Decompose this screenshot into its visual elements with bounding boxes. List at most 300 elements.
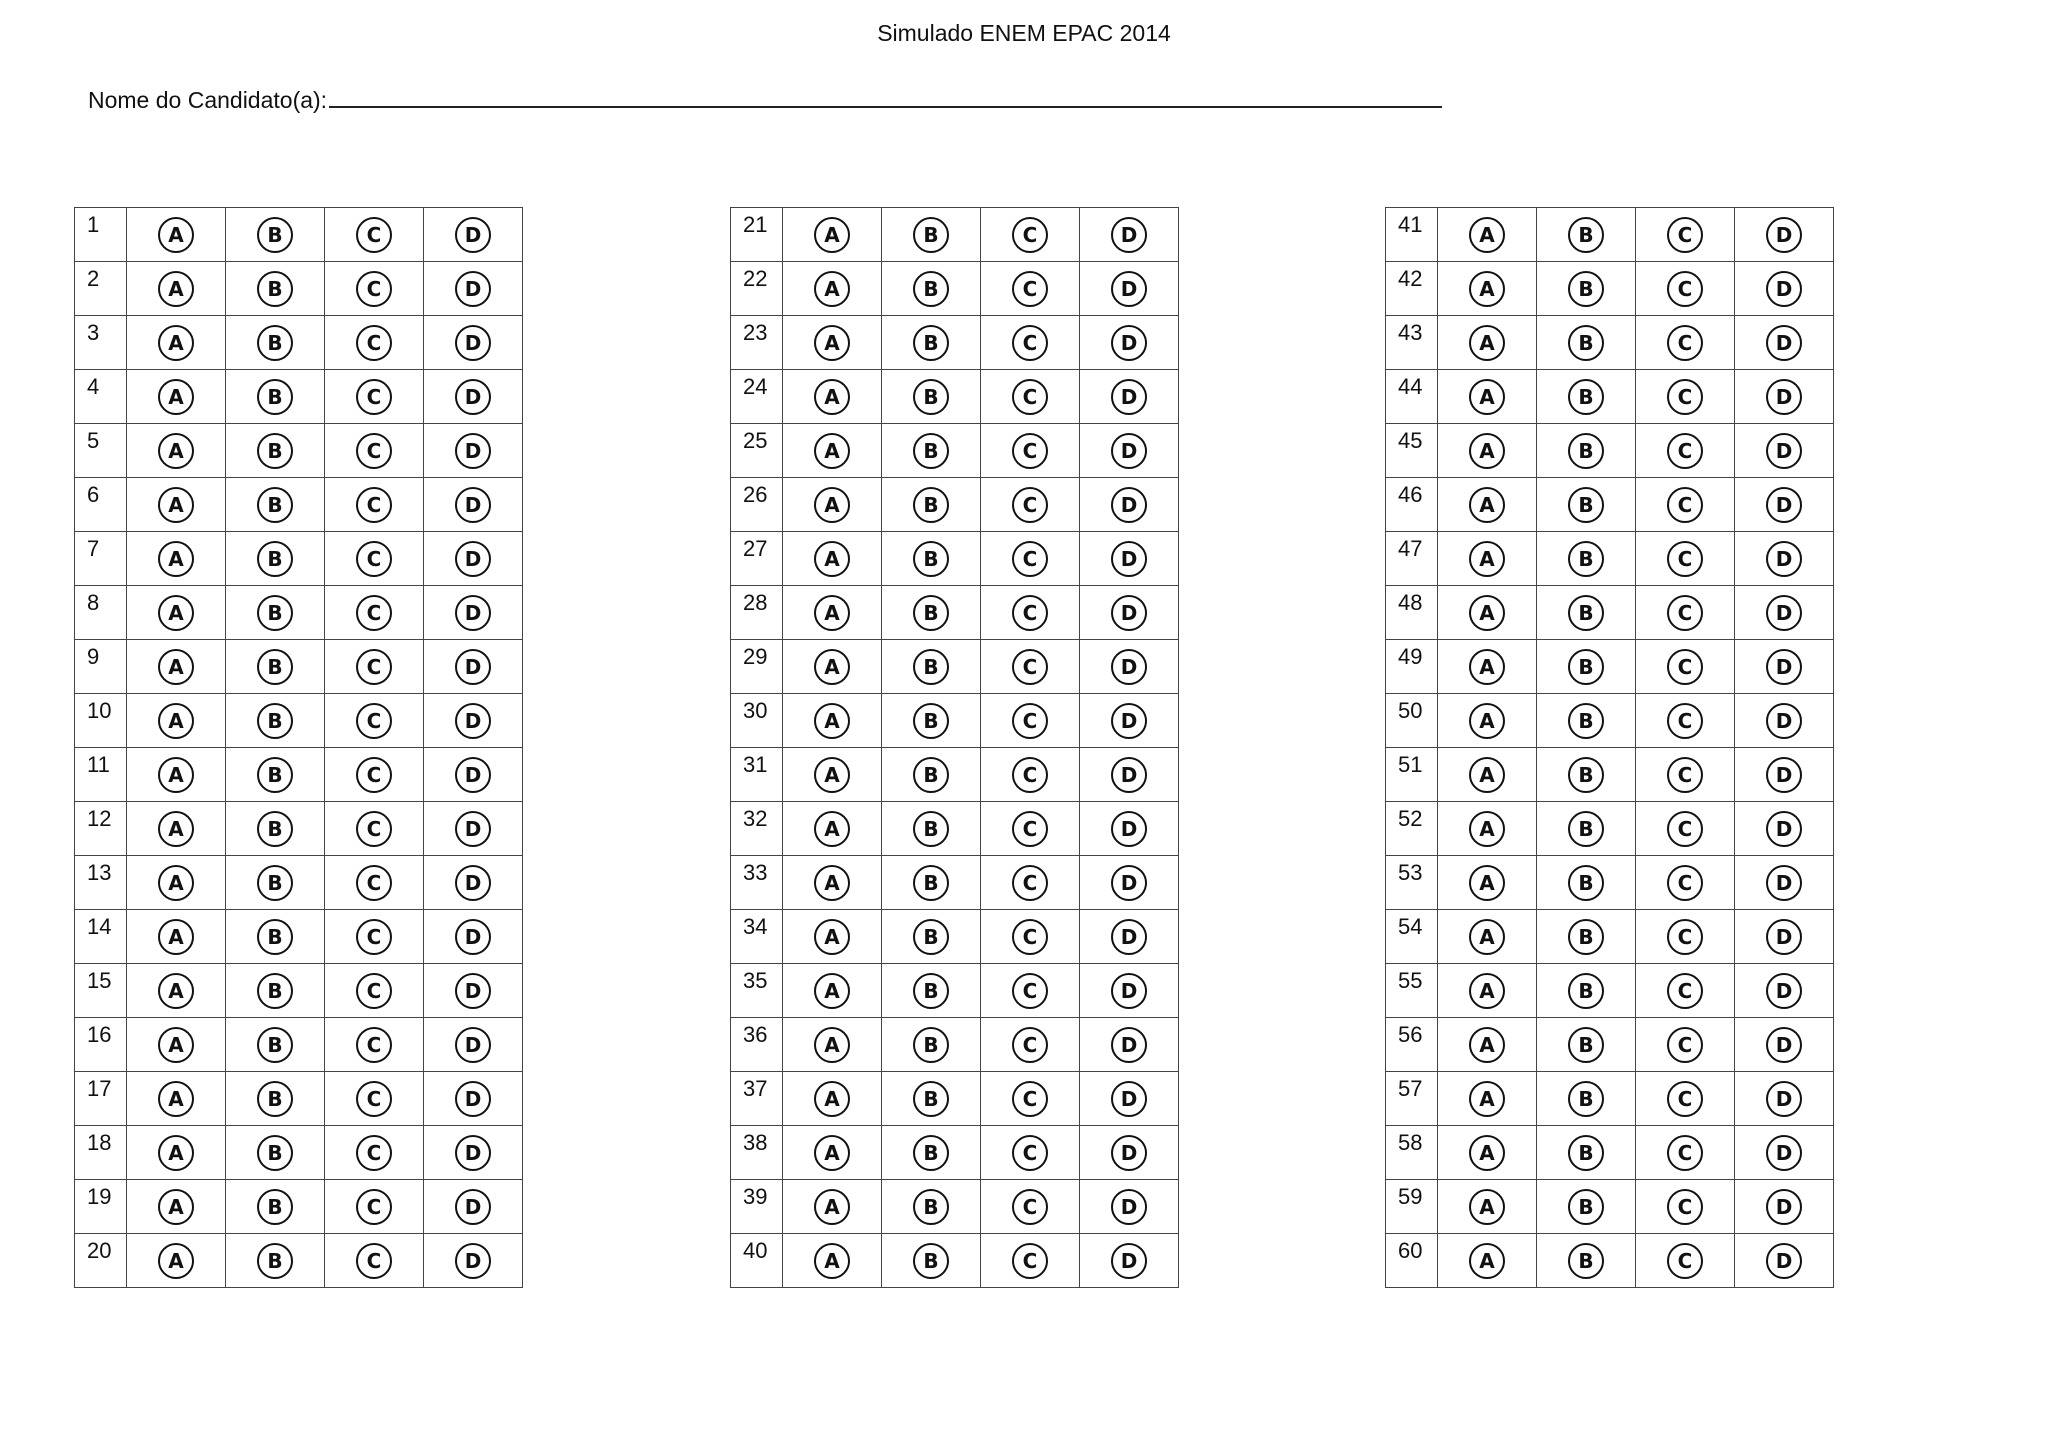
answer-bubble-b[interactable]: B [257, 433, 293, 469]
answer-bubble-a[interactable]: A [1469, 811, 1505, 847]
question-number: 49 [1386, 640, 1438, 694]
option-cell [1080, 586, 1179, 640]
answer-bubble-c[interactable]: C [1012, 1135, 1048, 1171]
answer-bubble-a[interactable]: A [1469, 757, 1505, 793]
answer-bubble-c[interactable]: C [1012, 217, 1048, 253]
option-cell [127, 370, 226, 424]
answer-bubble-a[interactable]: A [1469, 649, 1505, 685]
answer-bubble-c[interactable]: C [1012, 973, 1048, 1009]
answer-bubble-a[interactable]: A [158, 271, 194, 307]
answer-bubble-b[interactable]: B [1568, 649, 1604, 685]
answer-bubble-c[interactable]: C [1012, 757, 1048, 793]
answer-bubble-c[interactable]: C [1012, 379, 1048, 415]
answer-bubble-a[interactable]: A [158, 1081, 194, 1117]
answer-bubble-c[interactable]: C [1012, 433, 1048, 469]
answer-bubble-a[interactable]: A [1469, 217, 1505, 253]
answer-bubble-a[interactable]: A [158, 919, 194, 955]
answer-bubble-d[interactable]: D [1766, 595, 1802, 631]
answer-bubble-d[interactable]: D [1111, 1081, 1147, 1117]
answer-bubble-c[interactable]: C [356, 271, 392, 307]
question-row [1386, 1072, 1834, 1126]
answer-bubble-d[interactable]: D [1766, 1189, 1802, 1225]
answer-bubble-b[interactable]: B [913, 487, 949, 523]
answer-bubble-d[interactable]: D [455, 1027, 491, 1063]
answer-bubble-b[interactable]: B [913, 271, 949, 307]
answer-bubble-d[interactable]: D [1766, 973, 1802, 1009]
answer-bubble-d[interactable]: D [455, 757, 491, 793]
answer-bubble-a[interactable]: A [814, 1243, 850, 1279]
answer-bubble-d[interactable]: D [1766, 541, 1802, 577]
option-cell [424, 964, 523, 1018]
option-cell [882, 964, 981, 1018]
answer-bubble-a[interactable]: A [158, 217, 194, 253]
answer-bubble-d[interactable]: D [455, 919, 491, 955]
answer-bubble-d[interactable]: D [1766, 217, 1802, 253]
question-row [75, 1234, 523, 1288]
answer-bubble-b[interactable]: B [1568, 973, 1604, 1009]
answer-bubble-b[interactable]: B [1568, 595, 1604, 631]
answer-bubble-a[interactable]: A [158, 703, 194, 739]
answer-bubble-c[interactable]: C [356, 1027, 392, 1063]
answer-bubble-b[interactable]: B [913, 703, 949, 739]
question-row [75, 316, 523, 370]
answer-bubble-c[interactable]: C [1667, 217, 1703, 253]
answer-bubble-b[interactable]: B [257, 217, 293, 253]
option-cell [1636, 694, 1735, 748]
answer-bubble-d[interactable]: D [1111, 865, 1147, 901]
answer-bubble-b[interactable]: B [257, 649, 293, 685]
answer-bubble-d[interactable]: D [1111, 217, 1147, 253]
answer-bubble-a[interactable]: A [814, 1189, 850, 1225]
option-cell [1636, 424, 1735, 478]
question-number: 47 [1386, 532, 1438, 586]
answer-bubble-a[interactable]: A [814, 271, 850, 307]
answer-bubble-d[interactable]: D [455, 865, 491, 901]
answer-bubble-c[interactable]: C [1667, 1189, 1703, 1225]
answer-bubble-b[interactable]: B [257, 1027, 293, 1063]
option-cell [1735, 640, 1834, 694]
answer-bubble-b[interactable]: B [257, 973, 293, 1009]
answer-bubble-c[interactable]: C [356, 541, 392, 577]
answer-bubble-b[interactable]: B [913, 325, 949, 361]
answer-bubble-c[interactable]: C [356, 487, 392, 523]
answer-bubble-d[interactable]: D [1766, 649, 1802, 685]
answer-bubble-a[interactable]: A [814, 541, 850, 577]
option-cell [325, 370, 424, 424]
question-row [731, 694, 1179, 748]
answer-bubble-b[interactable]: B [1568, 919, 1604, 955]
question-number: 20 [75, 1234, 127, 1288]
answer-bubble-d[interactable]: D [455, 595, 491, 631]
answer-bubble-b[interactable]: B [913, 1189, 949, 1225]
option-cell [1636, 856, 1735, 910]
answer-bubble-b[interactable]: B [257, 541, 293, 577]
answer-bubble-d[interactable]: D [1766, 433, 1802, 469]
answer-bubble-c[interactable]: C [356, 433, 392, 469]
answer-bubble-d[interactable]: D [1766, 1081, 1802, 1117]
answer-bubble-c[interactable]: C [1012, 1189, 1048, 1225]
option-cell [981, 856, 1080, 910]
option-cell [226, 370, 325, 424]
option-cell [1537, 748, 1636, 802]
question-row [731, 316, 1179, 370]
answer-bubble-b[interactable]: B [1568, 811, 1604, 847]
answer-bubble-b[interactable]: B [913, 1243, 949, 1279]
answer-bubble-c[interactable]: C [1667, 433, 1703, 469]
answer-bubble-a[interactable]: A [158, 595, 194, 631]
answer-bubble-a[interactable]: A [1469, 379, 1505, 415]
answer-bubble-c[interactable]: C [1012, 1027, 1048, 1063]
answer-bubble-c[interactable]: C [356, 973, 392, 1009]
option-cell [325, 1072, 424, 1126]
answer-bubble-a[interactable]: A [814, 595, 850, 631]
answer-bubble-d[interactable]: D [1111, 595, 1147, 631]
answer-bubble-c[interactable]: C [356, 217, 392, 253]
answer-bubble-d[interactable]: D [1766, 811, 1802, 847]
answer-bubble-a[interactable]: A [814, 811, 850, 847]
answer-bubble-a[interactable]: A [814, 865, 850, 901]
answer-bubble-c[interactable]: C [1667, 271, 1703, 307]
answer-bubble-d[interactable]: D [455, 649, 491, 685]
answer-bubble-b[interactable]: B [913, 757, 949, 793]
answer-bubble-a[interactable]: A [814, 703, 850, 739]
answer-bubble-b[interactable]: B [1568, 1243, 1604, 1279]
option-cell [127, 424, 226, 478]
question-row [1386, 1234, 1834, 1288]
option-cell [1080, 370, 1179, 424]
answer-bubble-c[interactable]: C [1667, 541, 1703, 577]
answer-bubble-a[interactable]: A [814, 1135, 850, 1171]
answer-bubble-b[interactable]: B [1568, 541, 1604, 577]
answer-bubble-a[interactable]: A [158, 1243, 194, 1279]
answer-bubble-a[interactable]: A [158, 379, 194, 415]
answer-bubble-d[interactable]: D [1111, 271, 1147, 307]
option-cell [127, 262, 226, 316]
answer-bubble-b[interactable]: B [1568, 1027, 1604, 1063]
answer-bubble-c[interactable]: C [1012, 919, 1048, 955]
answer-bubble-d[interactable]: D [1111, 541, 1147, 577]
answer-bubble-a[interactable]: A [1469, 973, 1505, 1009]
answer-bubble-c[interactable]: C [1667, 919, 1703, 955]
answer-bubble-a[interactable]: A [814, 487, 850, 523]
answer-bubble-c[interactable]: C [1667, 973, 1703, 1009]
answer-bubble-b[interactable]: B [913, 1135, 949, 1171]
answer-bubble-a[interactable]: A [158, 1027, 194, 1063]
answer-bubble-a[interactable]: A [814, 217, 850, 253]
answer-bubble-b[interactable]: B [257, 595, 293, 631]
option-cell [1537, 802, 1636, 856]
answer-bubble-b[interactable]: B [1568, 757, 1604, 793]
answer-bubble-d[interactable]: D [1111, 487, 1147, 523]
answer-bubble-b[interactable]: B [1568, 1135, 1604, 1171]
answer-bubble-c[interactable]: C [1667, 649, 1703, 685]
answer-bubble-a[interactable]: A [158, 865, 194, 901]
answer-bubble-a[interactable]: A [158, 757, 194, 793]
question-row [75, 532, 523, 586]
answer-bubble-d[interactable]: D [1766, 1135, 1802, 1171]
answer-bubble-c[interactable]: C [1012, 649, 1048, 685]
answer-bubble-c[interactable]: C [1012, 271, 1048, 307]
answer-bubble-b[interactable]: B [1568, 433, 1604, 469]
answer-bubble-d[interactable]: D [455, 271, 491, 307]
answer-bubble-a[interactable]: A [1469, 325, 1505, 361]
answer-bubble-d[interactable]: D [1766, 703, 1802, 739]
answer-bubble-c[interactable]: C [1667, 1243, 1703, 1279]
answer-bubble-a[interactable]: A [814, 1027, 850, 1063]
answer-bubble-d[interactable]: D [1111, 1027, 1147, 1063]
answer-bubble-c[interactable]: C [1012, 1081, 1048, 1117]
answer-bubble-b[interactable]: B [913, 379, 949, 415]
option-cell [424, 478, 523, 532]
option-cell [1537, 694, 1636, 748]
answer-bubble-d[interactable]: D [1111, 1189, 1147, 1225]
answer-bubble-d[interactable]: D [455, 703, 491, 739]
option-cell [325, 208, 424, 262]
answer-bubble-a[interactable]: A [814, 757, 850, 793]
answer-bubble-b[interactable]: B [257, 1135, 293, 1171]
answer-bubble-c[interactable]: C [1012, 865, 1048, 901]
answer-bubble-c[interactable]: C [356, 1081, 392, 1117]
option-cell [1080, 424, 1179, 478]
answer-bubble-d[interactable]: D [1766, 1027, 1802, 1063]
answer-bubble-d[interactable]: D [1766, 325, 1802, 361]
answer-bubble-d[interactable]: D [455, 1243, 491, 1279]
answer-bubble-a[interactable]: A [1469, 541, 1505, 577]
answer-bubble-d[interactable]: D [1766, 379, 1802, 415]
answer-bubble-b[interactable]: B [257, 1081, 293, 1117]
answer-bubble-b[interactable]: B [913, 595, 949, 631]
answer-bubble-b[interactable]: B [913, 1027, 949, 1063]
option-cell [882, 586, 981, 640]
answer-bubble-a[interactable]: A [158, 433, 194, 469]
answer-bubble-a[interactable]: A [814, 919, 850, 955]
answer-bubble-b[interactable]: B [257, 487, 293, 523]
answer-bubble-b[interactable]: B [257, 865, 293, 901]
answer-bubble-c[interactable]: C [1012, 1243, 1048, 1279]
answer-bubble-c[interactable]: C [1012, 541, 1048, 577]
answer-bubble-b[interactable]: B [257, 1243, 293, 1279]
option-cell [981, 424, 1080, 478]
answer-bubble-c[interactable]: C [1012, 811, 1048, 847]
answer-bubble-b[interactable]: B [257, 271, 293, 307]
answer-bubble-b[interactable]: B [913, 649, 949, 685]
answer-bubble-b[interactable]: B [1568, 271, 1604, 307]
answer-bubble-c[interactable]: C [1667, 1135, 1703, 1171]
answer-bubble-c[interactable]: C [1012, 703, 1048, 739]
answer-bubble-d[interactable]: D [1111, 811, 1147, 847]
answer-bubble-b[interactable]: B [1568, 1189, 1604, 1225]
answer-bubble-c[interactable]: C [356, 1243, 392, 1279]
answer-bubble-b[interactable]: B [1568, 865, 1604, 901]
answer-bubble-a[interactable]: A [814, 1081, 850, 1117]
answer-bubble-c[interactable]: C [356, 757, 392, 793]
question-row [731, 1072, 1179, 1126]
answer-bubble-d[interactable]: D [1766, 271, 1802, 307]
answer-bubble-c[interactable]: C [1667, 325, 1703, 361]
candidate-name-line [88, 84, 1442, 114]
answer-bubble-c[interactable]: C [356, 595, 392, 631]
answer-bubble-a[interactable]: A [158, 649, 194, 685]
option-cell [1080, 748, 1179, 802]
answer-bubble-b[interactable]: B [913, 1081, 949, 1117]
answer-bubble-a[interactable]: A [1469, 271, 1505, 307]
answer-bubble-b[interactable]: B [1568, 487, 1604, 523]
answer-bubble-b[interactable]: B [913, 973, 949, 1009]
question-row [731, 640, 1179, 694]
answer-bubble-c[interactable]: C [356, 1135, 392, 1171]
option-cell [1438, 1126, 1537, 1180]
answer-bubble-a[interactable]: A [814, 433, 850, 469]
answer-bubble-c[interactable]: C [1667, 487, 1703, 523]
answer-bubble-a[interactable]: A [814, 325, 850, 361]
answer-bubble-a[interactable]: A [1469, 1135, 1505, 1171]
answer-bubble-a[interactable]: A [814, 973, 850, 1009]
option-cell [424, 208, 523, 262]
answer-bubble-c[interactable]: C [1667, 379, 1703, 415]
answer-bubble-c[interactable]: C [356, 325, 392, 361]
answer-bubble-b[interactable]: B [257, 757, 293, 793]
answer-bubble-a[interactable]: A [158, 1135, 194, 1171]
option-cell [226, 856, 325, 910]
answer-bubble-a[interactable]: A [1469, 433, 1505, 469]
option-cell [1080, 1234, 1179, 1288]
option-cell [1537, 370, 1636, 424]
answer-bubble-a[interactable]: A [158, 325, 194, 361]
answer-bubble-c[interactable]: C [1667, 811, 1703, 847]
answer-bubble-b[interactable]: B [1568, 379, 1604, 415]
answer-bubble-a[interactable]: A [1469, 865, 1505, 901]
question-number: 21 [731, 208, 783, 262]
question-row [1386, 910, 1834, 964]
answer-bubble-d[interactable]: D [455, 541, 491, 577]
answer-bubble-a[interactable]: A [1469, 919, 1505, 955]
answer-bubble-c[interactable]: C [356, 811, 392, 847]
answer-bubble-d[interactable]: D [1111, 433, 1147, 469]
answer-bubble-a[interactable]: A [1469, 703, 1505, 739]
answer-bubble-d[interactable]: D [455, 1081, 491, 1117]
answer-bubble-c[interactable]: C [356, 649, 392, 685]
answer-bubble-b[interactable]: B [913, 217, 949, 253]
answer-bubble-c[interactable]: C [356, 379, 392, 415]
answer-bubble-a[interactable]: A [814, 649, 850, 685]
answer-bubble-b[interactable]: B [257, 703, 293, 739]
answer-bubble-c[interactable]: C [1667, 595, 1703, 631]
answer-bubble-c[interactable]: C [1667, 865, 1703, 901]
answer-bubble-b[interactable]: B [1568, 325, 1604, 361]
answer-bubble-c[interactable]: C [356, 703, 392, 739]
answer-bubble-c[interactable]: C [1012, 325, 1048, 361]
answer-bubble-b[interactable]: B [257, 919, 293, 955]
answer-bubble-d[interactable]: D [1111, 649, 1147, 685]
answer-bubble-c[interactable]: C [356, 865, 392, 901]
answer-bubble-d[interactable]: D [1766, 919, 1802, 955]
answer-bubble-a[interactable]: A [158, 811, 194, 847]
answer-bubble-d[interactable]: D [1766, 1243, 1802, 1279]
answer-bubble-b[interactable]: B [257, 1189, 293, 1225]
answer-bubble-d[interactable]: D [455, 487, 491, 523]
answer-bubble-d[interactable]: D [455, 973, 491, 1009]
answer-bubble-a[interactable]: A [1469, 1027, 1505, 1063]
answer-bubble-d[interactable]: D [1111, 703, 1147, 739]
candidate-name-field[interactable] [329, 84, 1442, 108]
answer-bubble-d[interactable]: D [1111, 757, 1147, 793]
answer-bubble-b[interactable]: B [1568, 703, 1604, 739]
answer-bubble-d[interactable]: D [455, 325, 491, 361]
answer-bubble-b[interactable]: B [913, 919, 949, 955]
answer-bubble-c[interactable]: C [1667, 703, 1703, 739]
answer-bubble-a[interactable]: A [814, 379, 850, 415]
option-cell [1636, 640, 1735, 694]
answer-bubble-b[interactable]: B [913, 541, 949, 577]
option-cell [981, 640, 1080, 694]
answer-bubble-b[interactable]: B [913, 865, 949, 901]
answer-bubble-c[interactable]: C [356, 919, 392, 955]
answer-bubble-b[interactable]: B [913, 811, 949, 847]
answer-bubble-d[interactable]: D [1111, 1243, 1147, 1279]
answer-bubble-d[interactable]: D [1111, 973, 1147, 1009]
option-cell [1636, 262, 1735, 316]
question-row [731, 370, 1179, 424]
answer-bubble-a[interactable]: A [1469, 1243, 1505, 1279]
answer-bubble-b[interactable]: B [257, 811, 293, 847]
option-cell [1438, 478, 1537, 532]
answer-bubble-d[interactable]: D [1111, 1135, 1147, 1171]
question-number: 25 [731, 424, 783, 478]
answer-bubble-d[interactable]: D [455, 811, 491, 847]
answer-bubble-d[interactable]: D [455, 1189, 491, 1225]
answer-bubble-a[interactable]: A [158, 1189, 194, 1225]
answer-bubble-d[interactable]: D [455, 379, 491, 415]
answer-bubble-a[interactable]: A [158, 541, 194, 577]
answer-bubble-c[interactable]: C [1012, 595, 1048, 631]
answer-bubble-a[interactable]: A [158, 487, 194, 523]
answer-bubble-a[interactable]: A [158, 973, 194, 1009]
answer-bubble-d[interactable]: D [455, 217, 491, 253]
question-row [75, 586, 523, 640]
answer-bubble-d[interactable]: D [1766, 487, 1802, 523]
answer-bubble-b[interactable]: B [257, 379, 293, 415]
answer-bubble-c[interactable]: C [1667, 1027, 1703, 1063]
answer-bubble-b[interactable]: B [913, 433, 949, 469]
option-cell [424, 532, 523, 586]
answer-bubble-c[interactable]: C [1667, 757, 1703, 793]
answer-bubble-d[interactable]: D [1766, 865, 1802, 901]
answer-bubble-c[interactable]: C [356, 1189, 392, 1225]
question-row [1386, 1126, 1834, 1180]
option-cell [882, 1234, 981, 1288]
answer-bubble-a[interactable]: A [1469, 595, 1505, 631]
question-row [1386, 856, 1834, 910]
option-cell [226, 262, 325, 316]
answer-bubble-a[interactable]: A [1469, 487, 1505, 523]
answer-bubble-d[interactable]: D [1111, 325, 1147, 361]
option-cell [226, 1234, 325, 1288]
answer-bubble-b[interactable]: B [1568, 217, 1604, 253]
answer-bubble-d[interactable]: D [1111, 919, 1147, 955]
answer-bubble-a[interactable]: A [1469, 1081, 1505, 1117]
answer-bubble-c[interactable]: C [1667, 1081, 1703, 1117]
answer-bubble-b[interactable]: B [257, 325, 293, 361]
option-cell [1080, 910, 1179, 964]
answer-bubble-d[interactable]: D [1766, 757, 1802, 793]
option-cell [1080, 640, 1179, 694]
answer-bubble-b[interactable]: B [1568, 1081, 1604, 1117]
answer-bubble-d[interactable]: D [455, 433, 491, 469]
answer-bubble-d[interactable]: D [455, 1135, 491, 1171]
answer-bubble-c[interactable]: C [1012, 487, 1048, 523]
answer-bubble-a[interactable]: A [1469, 1189, 1505, 1225]
answer-bubble-d[interactable]: D [1111, 379, 1147, 415]
